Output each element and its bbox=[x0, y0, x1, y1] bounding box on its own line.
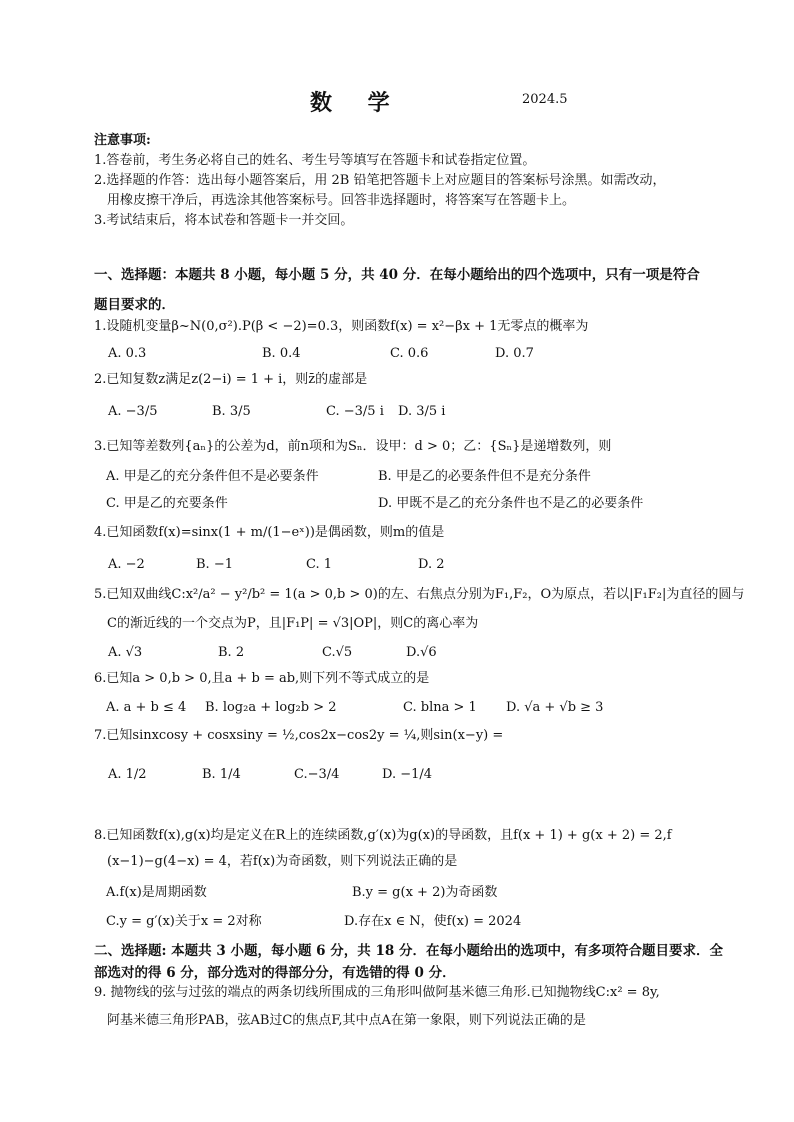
page-title: 数 学 bbox=[310, 90, 404, 116]
question-5-stem: 5.已知双曲线C:x²/a² − y²/b² = 1(a > 0,b > 0)的左、右焦点分别为F₁,F₂，O为原点，若以|F₁F₂|为直径的圆与 bbox=[94, 587, 745, 602]
q1-option-c: C. 0.6 bbox=[390, 346, 429, 361]
section-two-heading-cont: 部选对的得 6 分，部分选对的得部分分，有选错的得 0 分． bbox=[94, 965, 456, 981]
q8-option-c: C.y = g′(x)关于x = 2对称 bbox=[106, 914, 262, 929]
question-8-stem: 8.已知函数f(x),g(x)均是定义在R上的连续函数,g′(x)为g(x)的导函数，且f(x + 1) + g(x + 2) = 2,f bbox=[94, 828, 672, 843]
q5-option-a: A. √3 bbox=[108, 645, 143, 660]
q6-option-d: D. √a + √b ≥ 3 bbox=[506, 700, 604, 715]
q6-option-b: B. log₂a + log₂b > 2 bbox=[205, 700, 337, 715]
q7-option-c: C.−3/4 bbox=[294, 767, 340, 782]
q8-option-b: B.y = g(x + 2)为奇函数 bbox=[352, 885, 498, 900]
q4-option-d: D. 2 bbox=[418, 557, 445, 572]
notice-item: 3.考试结束后，将本试卷和答题卡一并交回。 bbox=[94, 213, 354, 228]
q3-option-a: A. 甲是乙的充分条件但不是必要条件 bbox=[106, 469, 319, 484]
q7-option-d: D. −1/4 bbox=[382, 767, 433, 782]
q5-option-d: D.√6 bbox=[406, 645, 437, 660]
notice-item: 1.答卷前，考生务必将自己的姓名、考生号等填写在答题卡和试卷指定位置。 bbox=[94, 153, 536, 168]
q7-option-a: A. 1/2 bbox=[108, 767, 147, 782]
q2-option-a: A. −3/5 bbox=[108, 404, 158, 419]
question-1-stem: 1.设随机变量β~N(0,σ²).P(β < −2)=0.3，则函数f(x) = x²−βx + 1无零点的概率为 bbox=[94, 319, 589, 334]
q4-option-a: A. −2 bbox=[108, 557, 145, 572]
q5-option-b: B. 2 bbox=[218, 645, 245, 660]
q6-option-c: C. blna > 1 bbox=[403, 700, 477, 715]
q5-option-c: C.√5 bbox=[322, 645, 353, 660]
section-one-heading-cont: 题目要求的． bbox=[94, 297, 175, 313]
question-3-stem: 3.已知等差数列{aₙ}的公差为d，前n项和为Sₙ．设甲：d > 0；乙：{Sₙ}是递增数列，则 bbox=[94, 439, 612, 454]
q1-option-a: A. 0.3 bbox=[108, 346, 147, 361]
q2-option-d: D. 3/5 i bbox=[398, 404, 446, 419]
notice-item: 2.选择题的作答：选出每小题答案后，用 2B 铅笔把答题卡上对应题目的答案标号涂黑。如需改动， bbox=[94, 173, 666, 188]
notice-heading: 注意事项: bbox=[94, 133, 151, 148]
q1-option-d: D. 0.7 bbox=[495, 346, 534, 361]
section-two-heading: 二、选择题: 本题共 3 小题，每小题 6 分，共 18 分．在每小题给出的选项中，有多项符合题目要求．全 bbox=[94, 943, 723, 959]
q1-option-b: B. 0.4 bbox=[262, 346, 301, 361]
q3-option-c: C. 甲是乙的充要条件 bbox=[106, 496, 228, 511]
q4-option-c: C. 1 bbox=[306, 557, 333, 572]
question-2-stem: 2.已知复数z满足z(2−i) = 1 + i，则z̄的虚部是 bbox=[94, 372, 368, 387]
q7-option-b: B. 1/4 bbox=[202, 767, 241, 782]
question-7-stem: 7.已知sinxcosy + cosxsiny = ½,cos2x−cos2y = ¼,则sin(x−y) = bbox=[94, 728, 504, 743]
q8-option-d: D.存在x ∈ N，使f(x) = 2024 bbox=[344, 914, 522, 929]
q2-option-c: C. −3/5 i bbox=[326, 404, 384, 419]
question-4-stem: 4.已知函数f(x)=sinx(1 + m/(1−eˣ))是偶函数，则m的值是 bbox=[94, 525, 445, 540]
q6-option-a: A. a + b ≤ 4 bbox=[106, 700, 187, 715]
q3-option-b: B. 甲是乙的必要条件但不是充分条件 bbox=[378, 469, 591, 484]
question-8-stem-cont: (x−1)−g(4−x) = 4，若f(x)为奇函数，则下列说法正确的是 bbox=[107, 854, 458, 869]
q2-option-b: B. 3/5 bbox=[212, 404, 251, 419]
exam-date: 2024.5 bbox=[522, 92, 568, 107]
section-one-heading: 一、选择题：本题共 8 小题，每小题 5 分，共 40 分．在每小题给出的四个选项中，只有一项是符合 bbox=[94, 267, 700, 283]
q8-option-a: A.f(x)是周期函数 bbox=[106, 885, 207, 900]
question-9-stem-cont: 阿基米德三角形PAB，弦AB过C的焦点F,其中点A在第一象限，则下列说法正确的是 bbox=[107, 1013, 586, 1028]
question-6-stem: 6.已知a > 0,b > 0,且a + b = ab,则下列不等式成立的是 bbox=[94, 671, 430, 686]
question-5-stem-cont: C的渐近线的一个交点为P，且|F₁P| = √3|OP|，则C的离心率为 bbox=[107, 616, 479, 631]
q4-option-b: B. −1 bbox=[196, 557, 233, 572]
question-9-stem: 9. 抛物线的弦与过弦的端点的两条切线所围成的三角形叫做阿基米德三角形.已知抛物线C:x² = 8y, bbox=[94, 985, 660, 1000]
notice-item: 用橡皮擦干净后，再选涂其他答案标号。回答非选择题时，将答案写在答题卡上。 bbox=[107, 193, 576, 208]
q3-option-d: D. 甲既不是乙的充分条件也不是乙的必要条件 bbox=[378, 496, 644, 511]
